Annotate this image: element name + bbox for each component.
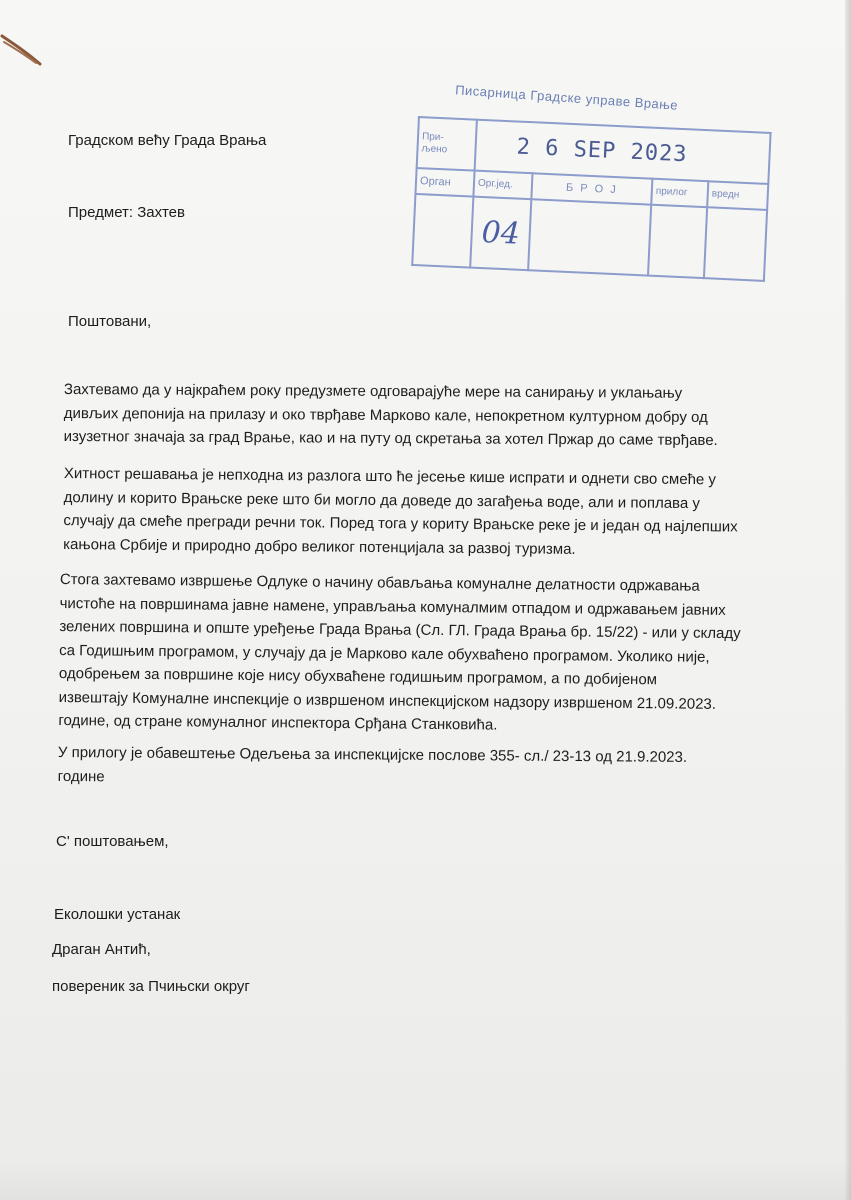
page-shadow <box>0 1160 851 1200</box>
paragraph-line: извештају Комуналне инспекције о извршеном инспекцијском надзору извршеном 21.09.2023. <box>58 688 717 713</box>
organization-name: Еколошки устанак <box>54 906 181 923</box>
stamp-col-broj: Б Р О Ј <box>531 173 652 205</box>
paragraph-line: године <box>57 767 105 785</box>
paragraph-line: У прилогу је обавештење Одељења за инспекцијске послове 355- сл./ 23-13 од 21.9.2023. <box>57 743 688 766</box>
paragraph-4 <box>58 741 688 793</box>
stamp-col-organ: Орган <box>415 168 474 197</box>
paragraph-line: изузетног значаја за град Врање, као и на путу од скретања за хотел Пржар до саме тврђаве. <box>63 427 718 449</box>
paragraph-line: зелених површина и опште уређење Града Врања (Сл. ГЛ. Града Врања бр. 15/22) - или у складу <box>59 617 741 643</box>
stamp-cell-broj <box>528 199 651 275</box>
paragraph-line: Стога захтевамо извршење Одлуке о начину обављања комуналне делатности одржавања <box>59 570 700 595</box>
salutation: Поштовани, <box>68 313 152 330</box>
stamp-date: 2 6 SEP 2023 <box>475 120 771 184</box>
stamp-cell-prilog <box>648 205 707 278</box>
stamp-col-orgjed: Орг.јед. <box>473 170 532 199</box>
paragraph-line: одобрењем за површине које нису обухваћене годишњим програмом, а по добијеном <box>58 664 658 689</box>
stamp-col-prilog: прилог <box>651 178 708 207</box>
stamp-cell-organ <box>412 194 473 268</box>
paragraph-line: чистоће на површинама јавне намене, управљања комуналмим отпадом и одржавањем јавних <box>59 594 726 619</box>
stamp-handwritten-number: 04 <box>470 197 531 271</box>
paragraph-1 <box>64 378 719 452</box>
recipient: Градском већу Града Врања <box>68 132 267 149</box>
stamp-grid <box>411 116 771 282</box>
paragraph-line: дивљих депонија на прилазу и око тврђаве Марково кале, непокретном културном добру од <box>63 404 708 426</box>
paragraph-line: са Годишњим програмом, у случају да је Марково кале обухваћено програмом. Уколико није, <box>59 641 710 666</box>
paper-corner-mark <box>0 32 45 66</box>
paragraph-line: долину и корито Врањске реке што би могло да доведе до загађења воде, али и поплава у <box>63 488 700 512</box>
subject: Предмет: Захтев <box>68 204 185 221</box>
paragraph-line: Захтевамо да у најкраћем року предузмете одговарајуће мере на санирању и уклањању <box>63 380 683 402</box>
stamp-cell-vrednost <box>704 207 767 281</box>
signatory-name: Драган Антић, <box>52 941 151 958</box>
stamp-col-vrednost: вредн <box>707 181 768 210</box>
paragraph-line: године, од стране комуналног инспектора Срђана Станковића. <box>58 711 498 734</box>
paragraph-3 <box>58 568 741 740</box>
paragraph-line: Хитност решавања је непходна из разлога што ће јесење кише испрати и однети сво смеће у <box>63 464 717 489</box>
page-edge <box>845 0 851 1200</box>
stamp-received-label: При- љено <box>417 117 477 170</box>
signatory-title: повереник за Пчињски округ <box>52 978 250 995</box>
paragraph-2 <box>63 462 738 562</box>
stamp-title: Писарница Градске управе Врање <box>454 82 679 113</box>
closing: С' поштовањем, <box>56 833 169 850</box>
registry-stamp <box>411 116 769 282</box>
paragraph-line: случају да смеће прегради речни ток. Поред тога у кориту Врањске реке је и један од најлепших <box>63 511 738 536</box>
paragraph-line: кањона Србије и природно добро великог потенцијала за развој туризма. <box>63 535 576 558</box>
